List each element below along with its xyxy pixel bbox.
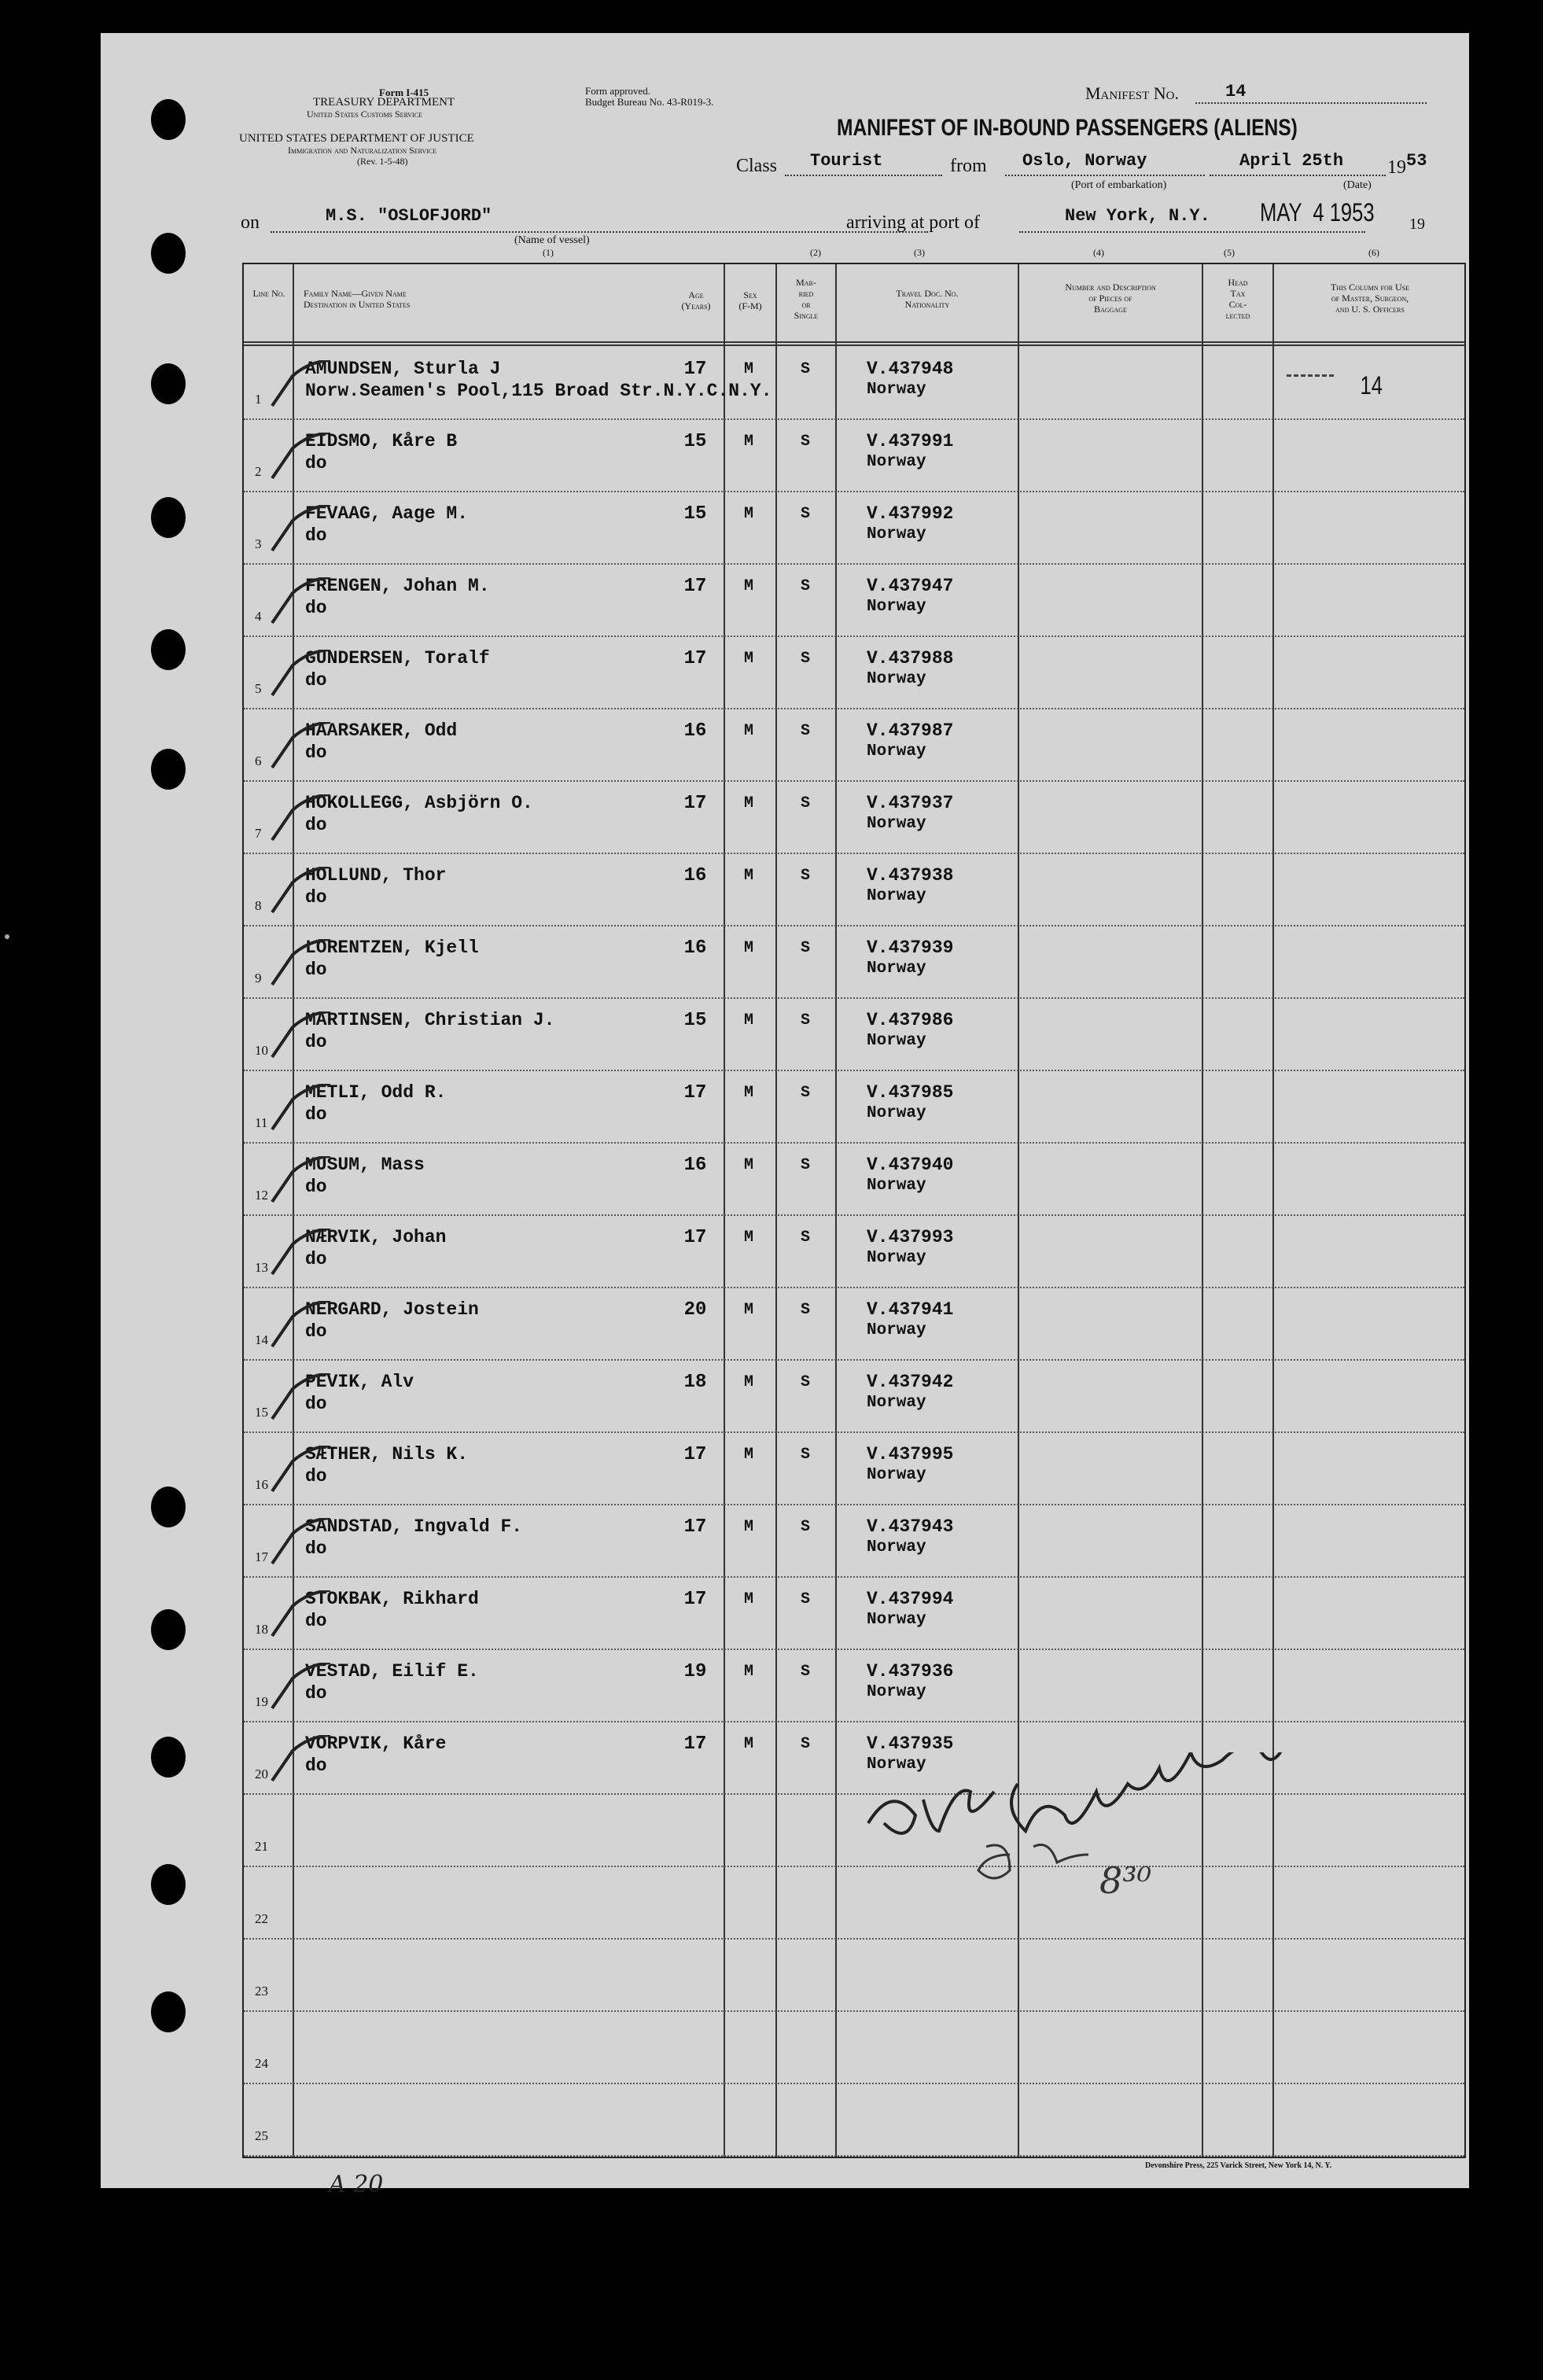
check-mark [269,1590,332,1638]
marital-status: S [800,794,810,812]
line-number: 20 [255,1767,268,1781]
line-number: 1 [255,392,262,407]
passenger-name: STOKBAK, Rikhard [305,1589,479,1609]
year-value: 53 [1406,151,1427,171]
nationality: Norway [867,815,926,833]
check-mark [269,433,332,480]
line-number: 23 [255,1984,268,1999]
marital-status: S [800,1590,810,1608]
line-number: 13 [255,1260,268,1275]
passenger-name: NÆRVIK, Johan [305,1227,447,1247]
travel-doc-no: V.437943 [867,1516,954,1537]
line-number: 4 [255,609,262,624]
marital-status: S [800,1084,810,1102]
passenger-row [244,1650,1464,1722]
destination: do [305,1611,327,1631]
rev-label: (Rev. 1-5-48) [357,156,408,167]
line-number: 9 [255,971,262,986]
col-officers: This Column for Use of Master, Surgeon, and U. S. Officers [1330,282,1410,315]
binder-hole [151,1737,186,1778]
marital-status: S [800,1301,810,1319]
marital-status: S [800,1663,810,1681]
travel-doc-no: V.437995 [867,1444,954,1464]
sex: M [743,794,753,812]
nationality: Norway [867,381,926,399]
line-number: 12 [255,1188,268,1203]
age: 16 [683,865,707,886]
manifest-no-value: 14 [1225,82,1247,101]
sex: M [743,939,753,957]
destination: do [305,1321,327,1342]
check-mark [269,1663,332,1710]
passenger-name: AMUNDSEN, Sturla J [305,359,501,379]
nationality: Norway [867,1249,926,1267]
binder-hole [151,233,186,274]
travel-doc-no: V.437994 [867,1589,954,1609]
marital-status: S [800,867,810,885]
age: 16 [683,938,707,959]
destination: do [305,1683,327,1704]
sex: M [743,577,753,595]
manifest-no-label: Manifest No. [1085,83,1179,103]
nationality: Norway [867,1104,926,1122]
check-mark [269,360,332,407]
marital-status: S [800,939,810,957]
nationality: Norway [867,1683,926,1701]
sex: M [743,505,753,523]
destination: do [305,1756,327,1776]
marital-status: S [800,1518,810,1536]
nationality: Norway [867,960,926,978]
passenger-name: HAARSAKER, Odd [305,720,458,741]
passenger-name: HOKOLLEGG, Asbjörn O. [305,793,533,813]
empty-row [244,1940,1464,2012]
check-mark [269,1735,332,1782]
travel-doc-no: V.437935 [867,1733,954,1754]
passenger-row [244,782,1464,854]
sex: M [743,1084,753,1102]
arrival-date-stamp: MAY 4 1953 [1260,198,1375,227]
budget-bureau: Budget Bureau No. 43-R019-3. [585,96,714,108]
manifest-title: MANIFEST OF IN-BOUND PASSENGERS (ALIENS) [837,115,1298,141]
sex: M [743,360,753,378]
arrival-port: New York, N.Y. [1065,206,1210,226]
line-number: 24 [255,2056,268,2071]
col-number-3: (3) [914,247,925,258]
date-value: April 25th [1239,151,1344,171]
edge-mark [5,934,9,939]
marital-status: S [800,1011,810,1030]
destination: do [305,742,327,763]
nationality: Norway [867,742,926,761]
travel-doc-no: V.437941 [867,1299,954,1320]
passenger-row [244,709,1464,782]
col-age: Age (Years) [681,289,711,311]
travel-doc-no: V.437936 [867,1661,954,1682]
passenger-row [244,854,1464,927]
passenger-name: SANDSTAD, Ingvald F. [305,1516,523,1537]
check-mark [269,577,332,624]
passenger-name: FEVAAG, Aage M. [305,503,469,524]
travel-doc-no: V.437942 [867,1372,954,1392]
nationality: Norway [867,525,926,543]
form-approved: Form approved. [585,85,651,97]
line-number: 2 [255,464,262,479]
passenger-name: EIDSMO, Kåre B [305,431,458,451]
line-number: 19 [255,1694,268,1709]
travel-doc-no: V.437991 [867,431,954,451]
nationality: Norway [867,453,926,471]
age: 16 [683,1155,707,1176]
age: 17 [683,1589,707,1610]
passenger-row [244,1144,1464,1216]
age: 17 [683,1733,707,1755]
arrival-year-printed: 19 [1409,216,1425,233]
sex: M [743,1011,753,1030]
travel-doc-no: V.437940 [867,1155,954,1175]
nationality: Norway [867,1394,926,1412]
line-number: 11 [255,1115,268,1130]
travel-doc-no: V.437948 [867,359,954,379]
binder-hole [151,629,186,670]
sex: M [743,722,753,740]
passenger-name: SÆTHER, Nils K. [305,1444,469,1464]
age: 15 [683,503,707,525]
binder-hole [151,1609,186,1650]
destination: do [305,1104,327,1125]
age: 17 [683,648,707,669]
sex: M [743,1373,753,1391]
officer-note: 14 [1360,371,1383,400]
passenger-row [244,1071,1464,1144]
line-number: 3 [255,536,262,551]
passenger-row [244,492,1464,565]
age: 15 [683,1010,707,1031]
check-mark [269,867,332,914]
vessel-caption: (Name of vessel) [514,234,590,246]
line-number: 14 [255,1332,268,1347]
class-value: Tourist [810,151,883,171]
destination: do [305,670,327,691]
passenger-row [244,1216,1464,1288]
check-mark [269,794,332,842]
passenger-row [244,1288,1464,1361]
nationality: Norway [867,1538,926,1557]
check-mark [269,1301,332,1348]
age: 17 [683,1227,707,1248]
marital-status: S [800,1446,810,1464]
check-mark [269,1156,332,1203]
travel-doc-no: V.437938 [867,865,954,886]
empty-row [244,2012,1464,2084]
from-value: Oslo, Norway [1022,151,1147,171]
line-number: 22 [255,1911,268,1926]
passenger-name: PEVIK, Alv [305,1372,414,1392]
col-number-5: (5) [1224,247,1235,258]
check-mark [269,1011,332,1059]
justice-label: UNITED STATES DEPARTMENT OF JUSTICE [239,132,474,145]
sex: M [743,1446,753,1464]
destination: do [305,1177,327,1197]
age: 17 [683,359,707,380]
age: 17 [683,1516,707,1538]
line-number: 7 [255,826,262,841]
age: 16 [683,720,707,742]
treasury-label: TREASURY DEPARTMENT [313,96,455,109]
travel-doc-no: V.437947 [867,576,954,596]
check-mark [269,1518,332,1565]
sex: M [743,1301,753,1319]
passenger-row [244,1505,1464,1578]
sex: M [743,1156,753,1174]
travel-doc-no: V.437993 [867,1227,954,1247]
line-number: 18 [255,1622,268,1637]
col-married: Mar- ried or Single [794,277,819,321]
check-mark [269,1446,332,1493]
nationality: Norway [867,1032,926,1050]
passenger-name: VESTAD, Eilif E. [305,1661,479,1682]
travel-doc-no: V.437985 [867,1082,954,1103]
col-sex: Sex (F-M) [738,289,762,311]
binder-hole [151,99,186,140]
passenger-row [244,1433,1464,1505]
marital-status: S [800,722,810,740]
col-line-no: Line No. [252,288,285,299]
travel-doc-no: V.437988 [867,648,954,669]
passenger-name: GUNDERSEN, Toralf [305,648,490,669]
passenger-row [244,927,1464,999]
destination: do [305,960,327,980]
passenger-row [244,1578,1464,1650]
travel-doc-no: V.437986 [867,1010,954,1030]
sex: M [743,867,753,885]
destination: do [305,525,327,546]
binder-hole [151,1487,186,1527]
check-mark [269,1229,332,1276]
destination: do [305,887,327,908]
customs-label: United States Customs Service [307,109,422,120]
sex: M [743,1663,753,1681]
nationality: Norway [867,887,926,905]
col-number-4: (4) [1093,247,1104,258]
sex: M [743,1518,753,1536]
line-number: 21 [255,1839,268,1854]
time-note: 8³⁰ [1099,1859,1152,1902]
destination: do [305,1032,327,1052]
marital-status: S [800,650,810,668]
age: 15 [683,431,707,452]
passenger-name: MARTINSEN, Christian J. [305,1010,555,1030]
col-number-2: (2) [810,247,821,258]
passenger-row [244,637,1464,709]
sex: M [743,1735,753,1753]
sex: M [743,433,753,451]
year-printed: 19 [1387,157,1406,178]
col-travel-doc: Travel Doc. No. Nationality [896,288,959,310]
sex: M [743,1590,753,1608]
check-mark [269,939,332,986]
margin-note: A 20 [329,2171,384,2198]
passenger-row [244,420,1464,492]
passenger-name: FRENGEN, Johan M. [305,576,490,596]
empty-row [244,2084,1464,2157]
line-number: 8 [255,898,262,913]
class-label: Class [736,156,778,176]
destination: do [305,815,327,835]
col-name: Family Name—Given Name Destination in United States [304,288,411,310]
marital-status: S [800,1229,810,1247]
marital-status: S [800,433,810,451]
marital-status: S [800,360,810,378]
line-number: 17 [255,1549,268,1564]
line-number: 10 [255,1043,268,1058]
passenger-name: VORPVIK, Kåre [305,1733,447,1754]
from-label: from [950,156,987,176]
check-mark [269,1373,332,1420]
nationality: Norway [867,1177,926,1195]
binder-hole [151,1991,186,2032]
age: 17 [683,1082,707,1103]
nationality: Norway [867,1321,926,1339]
col-head-tax: Head Tax Col- lected [1225,277,1250,321]
destination: do [305,1538,327,1559]
marital-status: S [800,1156,810,1174]
binder-hole [151,497,186,538]
passenger-row [244,565,1464,637]
age: 17 [683,576,707,597]
col-number-1: (1) [543,247,554,258]
col-baggage: Number and Description of Pieces of Baggage [1065,282,1156,315]
passenger-name: NERGARD, Jostein [305,1299,479,1320]
binder-hole [151,1864,186,1905]
age: 18 [683,1372,707,1393]
date-caption: (Date) [1343,179,1372,191]
passenger-row [244,1361,1464,1433]
line-number: 25 [255,2128,268,2143]
age: 20 [683,1299,707,1321]
arriving-label: arriving at port of [846,212,980,233]
travel-doc-no: V.437992 [867,503,954,524]
destination: do [305,1394,327,1414]
destination: do [305,1249,327,1269]
passenger-row [244,999,1464,1071]
on-label: on [241,212,260,233]
marital-status: S [800,577,810,595]
nationality: Norway [867,598,926,616]
binder-hole [151,749,186,790]
passenger-name: HOLLUND, Thor [305,865,447,886]
printer-credit: Devonshire Press, 225 Varick Street, New York 14, N. Y. [1145,2161,1332,2170]
marital-status: S [800,1735,810,1753]
passenger-row [244,348,1464,420]
nationality: Norway [867,670,926,688]
line-number: 5 [255,681,262,696]
manifest-page [101,33,1469,2198]
form-number: Form I-415 [379,87,429,98]
travel-doc-no: V.437937 [867,793,954,813]
line-number: 15 [255,1405,268,1420]
destination: do [305,1466,327,1487]
destination: do [305,453,327,473]
passenger-name: MUSUM, Mass [305,1155,425,1175]
passenger-name: METLI, Odd R. [305,1082,447,1103]
check-mark [269,722,332,769]
check-mark [269,650,332,697]
travel-doc-no: V.437939 [867,938,954,958]
travel-doc-no: V.437987 [867,720,954,741]
age: 19 [683,1661,707,1682]
passenger-name: LORENTZEN, Kjell [305,938,479,958]
ins-label: Immigration and Naturalization Service [288,145,437,156]
nationality: Norway [867,1756,926,1774]
destination: do [305,598,327,618]
line-number: 6 [255,753,262,768]
port-embark-caption: (Port of embarkation) [1071,179,1167,191]
sex: M [743,1229,753,1247]
age: 17 [683,793,707,814]
binder-hole [151,363,186,404]
marital-status: S [800,1373,810,1391]
check-mark [269,505,332,552]
destination: Norw.Seamen's Pool,115 Broad Str.N.Y.C.N.Y. [305,381,772,401]
vessel-name: M.S. "OSLOFJORD" [326,206,492,226]
line-number: 16 [255,1477,268,1492]
nationality: Norway [867,1611,926,1629]
age: 17 [683,1444,707,1465]
check-mark [269,1084,332,1131]
nationality: Norway [867,1466,926,1484]
sex: M [743,650,753,668]
marital-status: S [800,505,810,523]
col-number-6: (6) [1368,247,1379,258]
